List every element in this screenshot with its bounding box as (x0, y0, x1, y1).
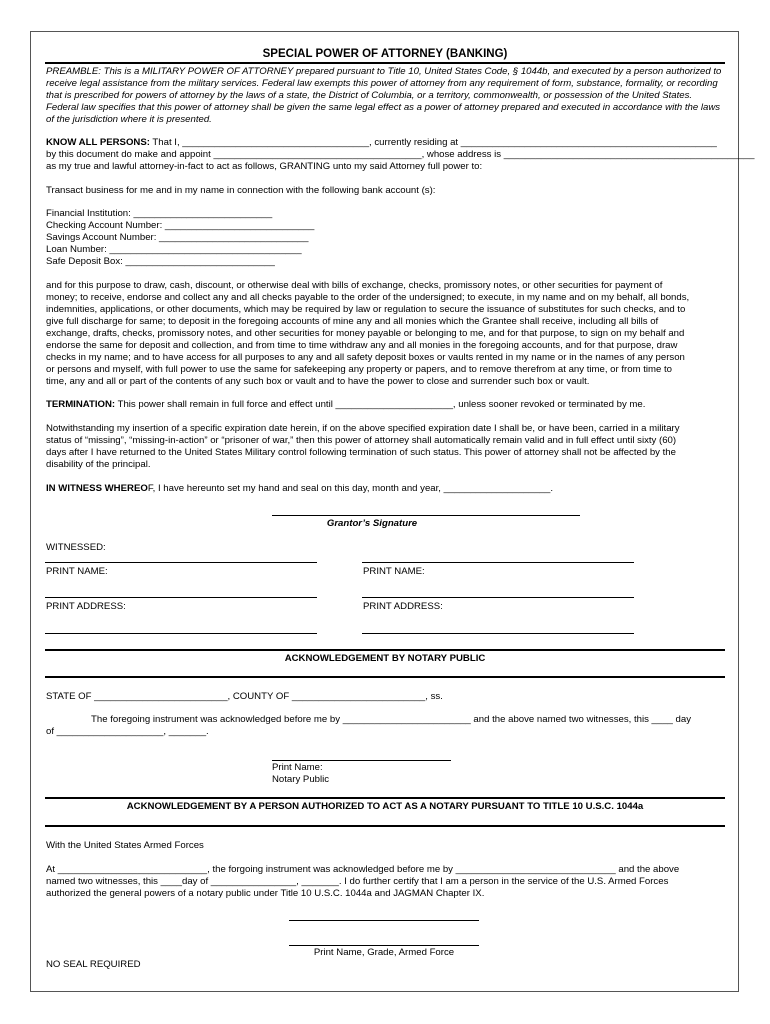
witnessed-label: WITNESSED: (46, 542, 106, 553)
title-rule (45, 62, 725, 64)
preamble: PREAMBLE: This is a MILITARY POWER OF ATTORNEY prepared pursuant to Title 10, United States Code, § 1044b, and executed by a person authorized to receive legal assistance from the military services. Federal law exempts this power of attorney from any requirement of form, substance, formality, or recording that is prescribed for powers of attorney by the laws of a state, the District of Columbia, or a territory, commonwealth, or possession of the United States. Federal law specifies that this power of attorney shall be given the same legal effect as a power of attorney prepared and executed in accordance with the laws of the jurisdiction where it is presented. (46, 66, 722, 125)
authorized-name-line[interactable] (289, 945, 479, 946)
witness-1-address-line[interactable] (45, 633, 317, 634)
powers-line: endorse the same for deposit and collection, and from time to time withdraw any and all monies in the foregoing accounts, and for that purpose, draw (46, 340, 678, 351)
foregoing-line-2: of ____________________, _______. (46, 726, 209, 737)
at-line: At ____________________________, the forgoing instrument was acknowledged before me by ______________________________ and the above (46, 864, 680, 875)
document-title: SPECIAL POWER OF ATTORNEY (BANKING) (262, 48, 508, 60)
authorized-section-rule-bottom (45, 825, 725, 827)
powers-line: exchange, drafts, checks, promissory notes, and other securities for money payable or belonging to me, and for that purpose, to sign on my behalf and (46, 328, 685, 339)
notwithstanding-line: status of “missing”, “missing-in-action” or “prisoner of war,” then this power of attorney shall automatically remain valid and in full effect until sixty (60) (46, 435, 677, 446)
notary-section-rule-top (45, 649, 725, 651)
powers-line: time, any and all or part of the contents of any such box or vault and to have the power to close and surrender such box or vault. (46, 376, 590, 387)
know-all-line-1: KNOW ALL PERSONS: That I, ___________________________________, currently residing at ________________________________________________ (46, 137, 717, 148)
attorney-address-field[interactable]: _______________________________________________ (503, 149, 755, 160)
ack-authorized-title: ACKNOWLEDGEMENT BY A PERSON AUTHORIZED TO ACT AS A NOTARY PURSUANT TO TITLE 10 U.S.C. 1044a (126, 801, 644, 812)
witness-1-name-line[interactable] (45, 597, 317, 598)
armed-forces-text: With the United States Armed Forces (46, 840, 204, 851)
witness-1-signature-line[interactable] (45, 562, 317, 563)
powers-line: and for this purpose to draw, cash, discount, or otherwise deal with bills of exchange, checks, promissory notes, or other securities for payment of (46, 280, 663, 291)
at-line: authorized the general powers of a notary public under Title 10 U.S.C. 1044a and JAGMAN Chapter IX. (46, 888, 485, 899)
powers-line: money; to receive, endorse and collect any and all checks payable to the order of the undersigned; to execute, in my name and on my behalf, all bonds, (46, 292, 690, 303)
authorized-signature-line[interactable] (289, 920, 479, 921)
foregoing-line-1: The foregoing instrument was acknowledged before me by ________________________ and the above named two witnesses, this ____ day (91, 714, 692, 725)
transact-text: Transact business for me and in my name in connection with the following bank account (s): (46, 185, 436, 196)
powers-line: checks in my name; and to have access for all purposes to any and all safety deposit boxes or vaults rented in my name or in the names of any person (46, 352, 685, 363)
powers-line: or persons and myself, with full power to use the same for safekeeping any property or papers, and to remove therefrom at any time, or from time to (46, 364, 673, 375)
financial-institution-field[interactable]: Financial Institution: __________________________ (46, 208, 273, 219)
know-all-line-3: as my true and lawful attorney-in-fact to act as follows, GRANTING unto my said Attorney full power to: (46, 161, 483, 172)
witness-2-name-line[interactable] (362, 597, 634, 598)
notwithstanding-line: disability of the principal. (46, 459, 151, 470)
witness-1-print-address: PRINT ADDRESS: (46, 601, 126, 612)
no-seal-required: NO SEAL REQUIRED (46, 959, 141, 970)
state-county-line: STATE OF _________________________, COUNTY OF _________________________, ss. (46, 691, 443, 702)
print-name-grade-label: Print Name, Grade, Armed Force (313, 947, 455, 958)
notary-public-label: Notary Public (272, 774, 330, 785)
termination-clause: TERMINATION: This power shall remain in full force and effect until ______________________, unless sooner revoked or terminated by me. (46, 399, 646, 410)
know-all-line-2: by this document do make and appoint _______________________________________, whose address is _______________________________________________ (46, 149, 755, 160)
loan-number-field[interactable]: Loan Number: ____________________________________ (46, 244, 302, 255)
grantor-signature-label: Grantor’s Signature (326, 518, 418, 529)
witness-2-signature-line[interactable] (362, 562, 634, 563)
attorney-name-field[interactable]: _______________________________________ (213, 149, 422, 160)
notary-print-name: Print Name: (272, 762, 323, 773)
checking-account-field[interactable]: Checking Account Number: ____________________________ (46, 220, 315, 231)
witness-2-address-line[interactable] (362, 633, 634, 634)
witness-2-print-name: PRINT NAME: (363, 566, 425, 577)
witness-2-print-address: PRINT ADDRESS: (363, 601, 443, 612)
savings-account-field[interactable]: Savings Account Number: ____________________________ (46, 232, 309, 243)
at-line: named two witnesses, this ____day of ________________, _______. I do further certify that I am a person in the service of the U.S. Armed Forces (46, 876, 669, 887)
powers-line: indemnities, applications, or other documents, which may be required by law or regulation to secure the issuance of substitutes for such checks, and to (46, 304, 686, 315)
notary-section-rule-bottom (45, 676, 725, 678)
witness-1-print-name: PRINT NAME: (46, 566, 108, 577)
ack-notary-title: ACKNOWLEDGEMENT BY NOTARY PUBLIC (284, 653, 486, 664)
principal-name-field[interactable]: ___________________________________ (182, 137, 370, 148)
grantor-signature-line[interactable] (272, 515, 580, 516)
safe-deposit-box-field[interactable]: Safe Deposit Box: ____________________________ (46, 256, 275, 267)
notwithstanding-line: Notwithstanding my insertion of a specific expiration date herein, if on the above specified expiration date I shall be, or have been, carried in a military (46, 423, 680, 434)
notary-signature-line[interactable] (272, 760, 451, 761)
powers-line: give full discharge for same; to deposit in the foregoing accounts of mine any and all monies which the Grantee shall receive, including all bills of (46, 316, 659, 327)
authorized-section-rule-top (45, 797, 725, 799)
notwithstanding-line: days after I have returned to the United States Military control following termination of such status. This power of attorney shall not be affected by the (46, 447, 676, 458)
principal-address-field[interactable]: ________________________________________________ (460, 137, 717, 148)
witness-whereof: IN WITNESS WHEREOF, I have hereunto set my hand and seal on this day, month and year, ____________________. (46, 483, 554, 494)
